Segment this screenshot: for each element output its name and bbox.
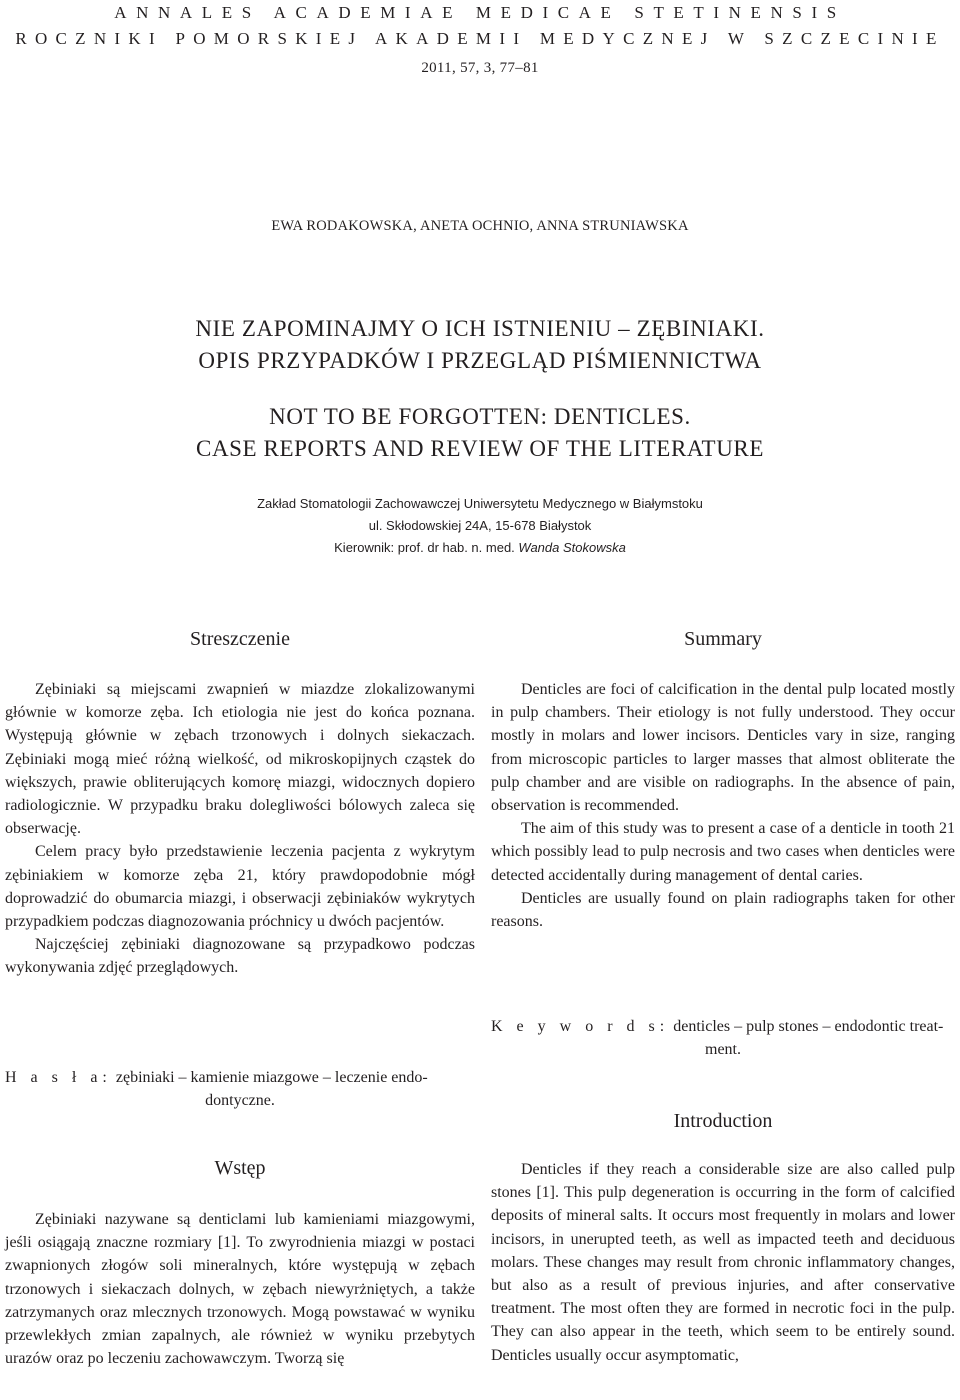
keywords-label-pl: H a s ł a:	[5, 1069, 112, 1086]
keywords-en-line-1: denticles – pulp stones – endodontic treat-	[673, 1018, 944, 1035]
wstep-paragraph-1: Zębiniaki nazywane są denticlami lub kamieniami miazgowymi, jeśli osiągają znaczne rozmiary [1]. To zwyrodnienia miazgi w postaci zwapnionych złogów soli mineralnych, które występują w zębach trzonowych i siekaczach dolnych, w zębach niewyrżniętych, a także zatrzymanych oraz mlecznych trzonowych. Mogą powstawać w wyniku przewlekłych zmian zapalnych, ale również w wyniku przebytych urazów oraz po leczeniu zachowawczym. Tworzą się	[5, 1211, 475, 1368]
streszczenie-paragraph-1: Zębiniaki są miejscami zwapnień w miazdze zlokalizowanymi głównie w komorze zęba. Ich etiologia nie jest do końca poznana. Występują głównie w zębach trzonowych i dolnych siekaczach. Zębiniaki mogą mieć różną wielkość, od mikroskopijnych cząstek do większych, prawie obliterujących komorę miazgi, widocznych dopiero radiologicznie. W przypadku braku dolegliwości bólowych zaleca się obserwację.	[5, 681, 475, 838]
affiliation-head	[0, 537, 960, 559]
summary-body	[491, 678, 955, 933]
affiliation-address: ul. Skłodowskiej 24A, 15-678 Białystok	[368, 518, 592, 533]
streszczenie-heading: Streszczenie	[190, 628, 290, 650]
journal-polish-name: ROCZNIKI POMORSKIEJ AKADEMII MEDYCZNEJ W SZCZECINIE	[15, 29, 945, 48]
streszczenie-paragraph-2: Celem pracy było przedstawienie leczenia pacjenta z wykrytym zębiniakiem w komorze zęba 21, który prawdopodobnie mógł doprowadzić do obumarcia miazgi, i obserwacji zębiniaków wykrytych przypadkiem podczas diagnozowania próchnicy u dwóch pacjentów.	[5, 843, 475, 931]
title-pl-line-1: NIE ZAPOMINAJMY O ICH ISTNIENIU – ZĘBINIAKI.	[195, 316, 765, 341]
title-pl-line-2: OPIS PRZYPADKÓW I PRZEGLĄD PIŚMIENNICTWA	[198, 348, 762, 373]
introduction-body	[491, 1158, 955, 1367]
affiliation	[0, 493, 960, 559]
journal-latin-name: ANNALES ACADEMIAE MEDICAE STETINENSIS	[114, 3, 846, 22]
introduction-paragraph-1: Denticles if they reach a considerable size are also called pulp stones [1]. This pulp degeneration is occurring in the form of calcified deposits of mineral salts. It occurs most frequently in molars and lower incisors, in unerupted teeth, as well as impacted teeth and deciduous molars. These changes may result from chronic inflammatory changes, but also as a result of previous injuries, and after conservative treatment. The most often they are formed in necrotic foci in the pulp. They can also appear in the teeth, which seem to be entirely sound. Denticles usually occur asymptomatic,	[491, 1161, 955, 1364]
streszczenie-paragraph-3: Najczęściej zębiniaki diagnozowane są przypadkowo podczas wykonywania zdjęć przeglądowych.	[5, 936, 475, 977]
keywords-pl-line-2: dontyczne.	[205, 1092, 275, 1109]
article-title-polish	[0, 313, 960, 377]
keywords-label-en: K e y w o r d s:	[491, 1018, 670, 1035]
summary-keywords	[491, 1015, 955, 1061]
journal-citation: 2011, 57, 3, 77–81	[421, 60, 539, 76]
affiliation-head-name: Wanda Stokowska	[518, 540, 626, 555]
summary-heading: Summary	[684, 628, 762, 650]
summary-paragraph-3: Denticles are usually found on plain radiographs taken for other reasons.	[491, 889, 955, 931]
article-title-english	[0, 401, 960, 465]
title-en-line-1: NOT TO BE FORGOTTEN: DENTICLES.	[269, 404, 691, 429]
keywords-pl-line-1: zębiniaki – kamienie miazgowe – leczenie endo-	[115, 1069, 428, 1086]
summary-paragraph-1: Denticles are foci of calcification in the dental pulp located mostly in pulp chambers. Their etiology is not fully understood. They occur mostly in molars and lower incisors. Denticles vary in size, ranging from microscopic particles to larger masses that almost obliterate the pulp chamber and are visible on radiographs. In the absence of pain, observation is recommended.	[491, 681, 955, 815]
summary-paragraph-2: The aim of this study was to present a case of a denticle in tooth 21 which possibly lead to pulp necrosis and two cases when denticles were detected accidentally during management of dental caries.	[491, 820, 955, 884]
title-en-line-2: CASE REPORTS AND REVIEW OF THE LITERATURE	[196, 436, 764, 461]
wstep-body	[5, 1208, 475, 1370]
introduction-heading: Introduction	[673, 1110, 773, 1132]
streszczenie-keywords	[5, 1066, 475, 1112]
streszczenie-body	[5, 678, 475, 980]
wstep-heading: Wstęp	[214, 1157, 266, 1179]
affiliation-department: Zakład Stomatologii Zachowawczej Uniwersytetu Medycznego w Białymstoku	[257, 496, 703, 511]
article-authors: EWA RODAKOWSKA, ANETA OCHNIO, ANNA STRUNIAWSKA	[271, 218, 689, 234]
affiliation-head-prefix: Kierownik: prof. dr hab. n. med.	[334, 540, 515, 555]
keywords-en-line-2: ment.	[705, 1041, 741, 1058]
